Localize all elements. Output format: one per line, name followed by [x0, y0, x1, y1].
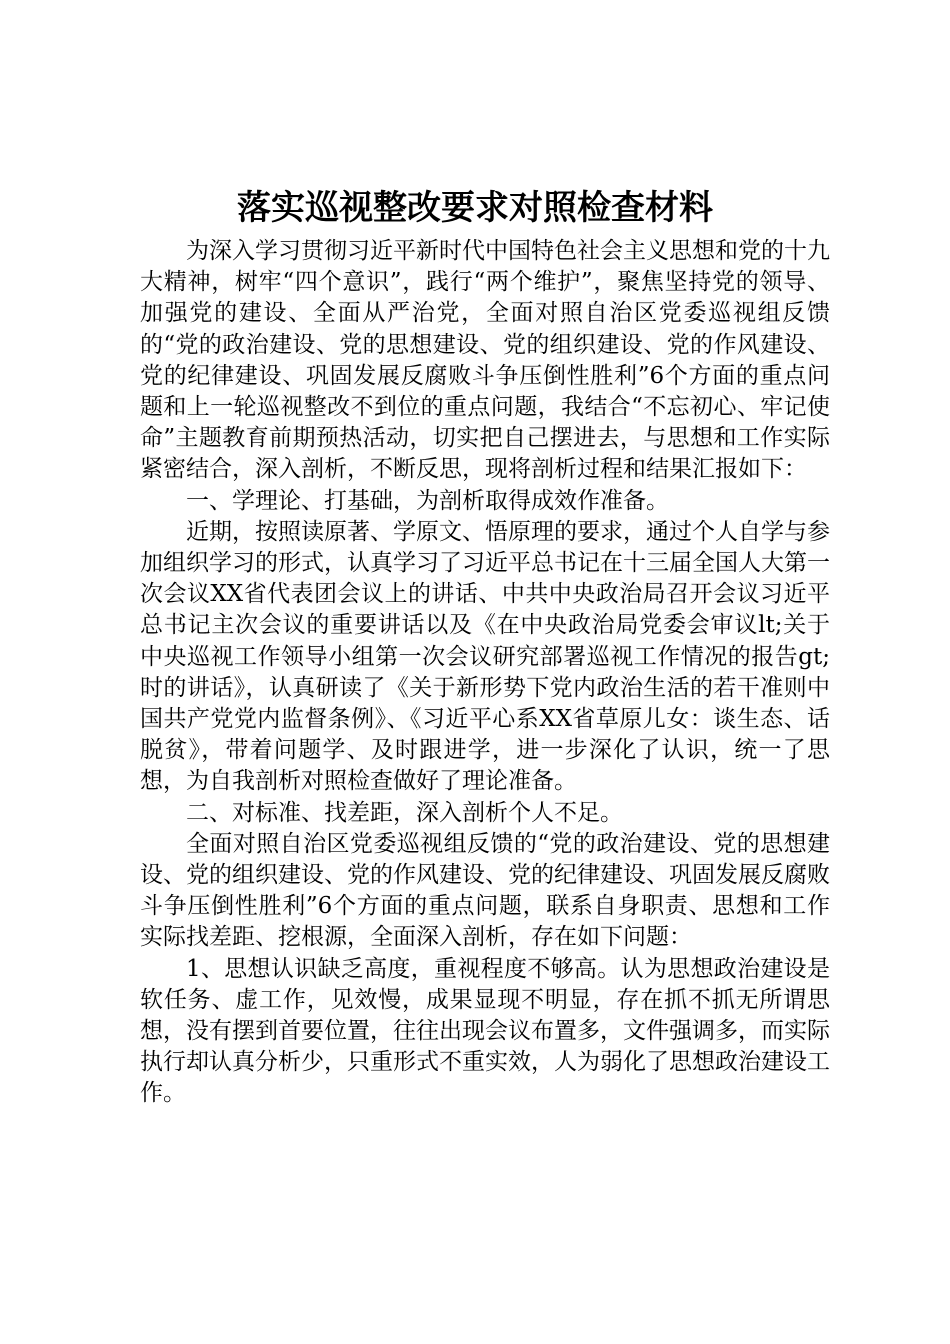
- paragraph-intro: 为深入学习贯彻习近平新时代中国特色社会主义思想和党的十九大精神，树牢“四个意识”，践行“两个维护”，聚焦坚持党的领导、加强党的建设、全面从严治党，全面对照自治区党委巡视组反馈的“党的政治建设、党的思想建设、党的组织建设、党的作风建设、党的纪律建设、巩固发展反腐败斗争压倒性胜利”6个方面的重点问题和上一轮巡视整改不到位的重点问题，我结合“不忘初心、牢记使命”主题教育前期预热活动，切实把自己摆进去，与思想和工作实际紧密结合，深入剖析，不断反思，现将剖析过程和结果汇报如下：: [140, 238, 830, 483]
- document-body: [140, 236, 830, 1110]
- paragraph-issue-1: 1、思想认识缺乏高度，重视程度不够高。认为思想政治建设是软任务、虚工作，见效慢，成果显现不明显，存在抓不抓无所谓思想，没有摆到首要位置，往往出现会议布置多，文件强调多，而实际执行却认真分析少，只重形式不重实效，人为弱化了思想政治建设工作。: [140, 955, 830, 1107]
- document-title: 落实巡视整改要求对照检查材料: [237, 188, 713, 228]
- paragraph-comparison: 全面对照自治区党委巡视组反馈的“党的政治建设、党的思想建设、党的组织建设、党的作风建设、党的纪律建设、巩固发展反腐败斗争压倒性胜利”6个方面的重点问题，联系自身职责、思想和工作实际找差距、挖根源，全面深入剖析，存在如下问题：: [140, 830, 830, 951]
- paragraph-study: 近期，按照读原著、学原文、悟原理的要求，通过个人自学与参加组织学习的形式，认真学习了习近平总书记在十三届全国人大第一次会议XX省代表团会议上的讲话、中共中央政治局召开会议习近平总书记主次会议的重要讲话以及《在中央政治局党委会审议lt;关于中央巡视工作领导小组第一次会议研究部署巡视工作情况的报告gt;时的讲话》，认真研读了《关于新形势下党内政治生活的若干准则中国共产党党内监督条例》、《习近平心系XX省草原儿女：谈生态、话脱贫》，带着问题学、及时跟进学，进一步深化了认识，统一了思想，为自我剖析对照检查做好了理论准备。: [140, 518, 830, 795]
- section-heading-1: 一、学理论、打基础，为剖析取得成效作准备。: [186, 487, 669, 514]
- section-heading-2: 二、对标准、找差距，深入剖析个人不足。: [186, 799, 623, 826]
